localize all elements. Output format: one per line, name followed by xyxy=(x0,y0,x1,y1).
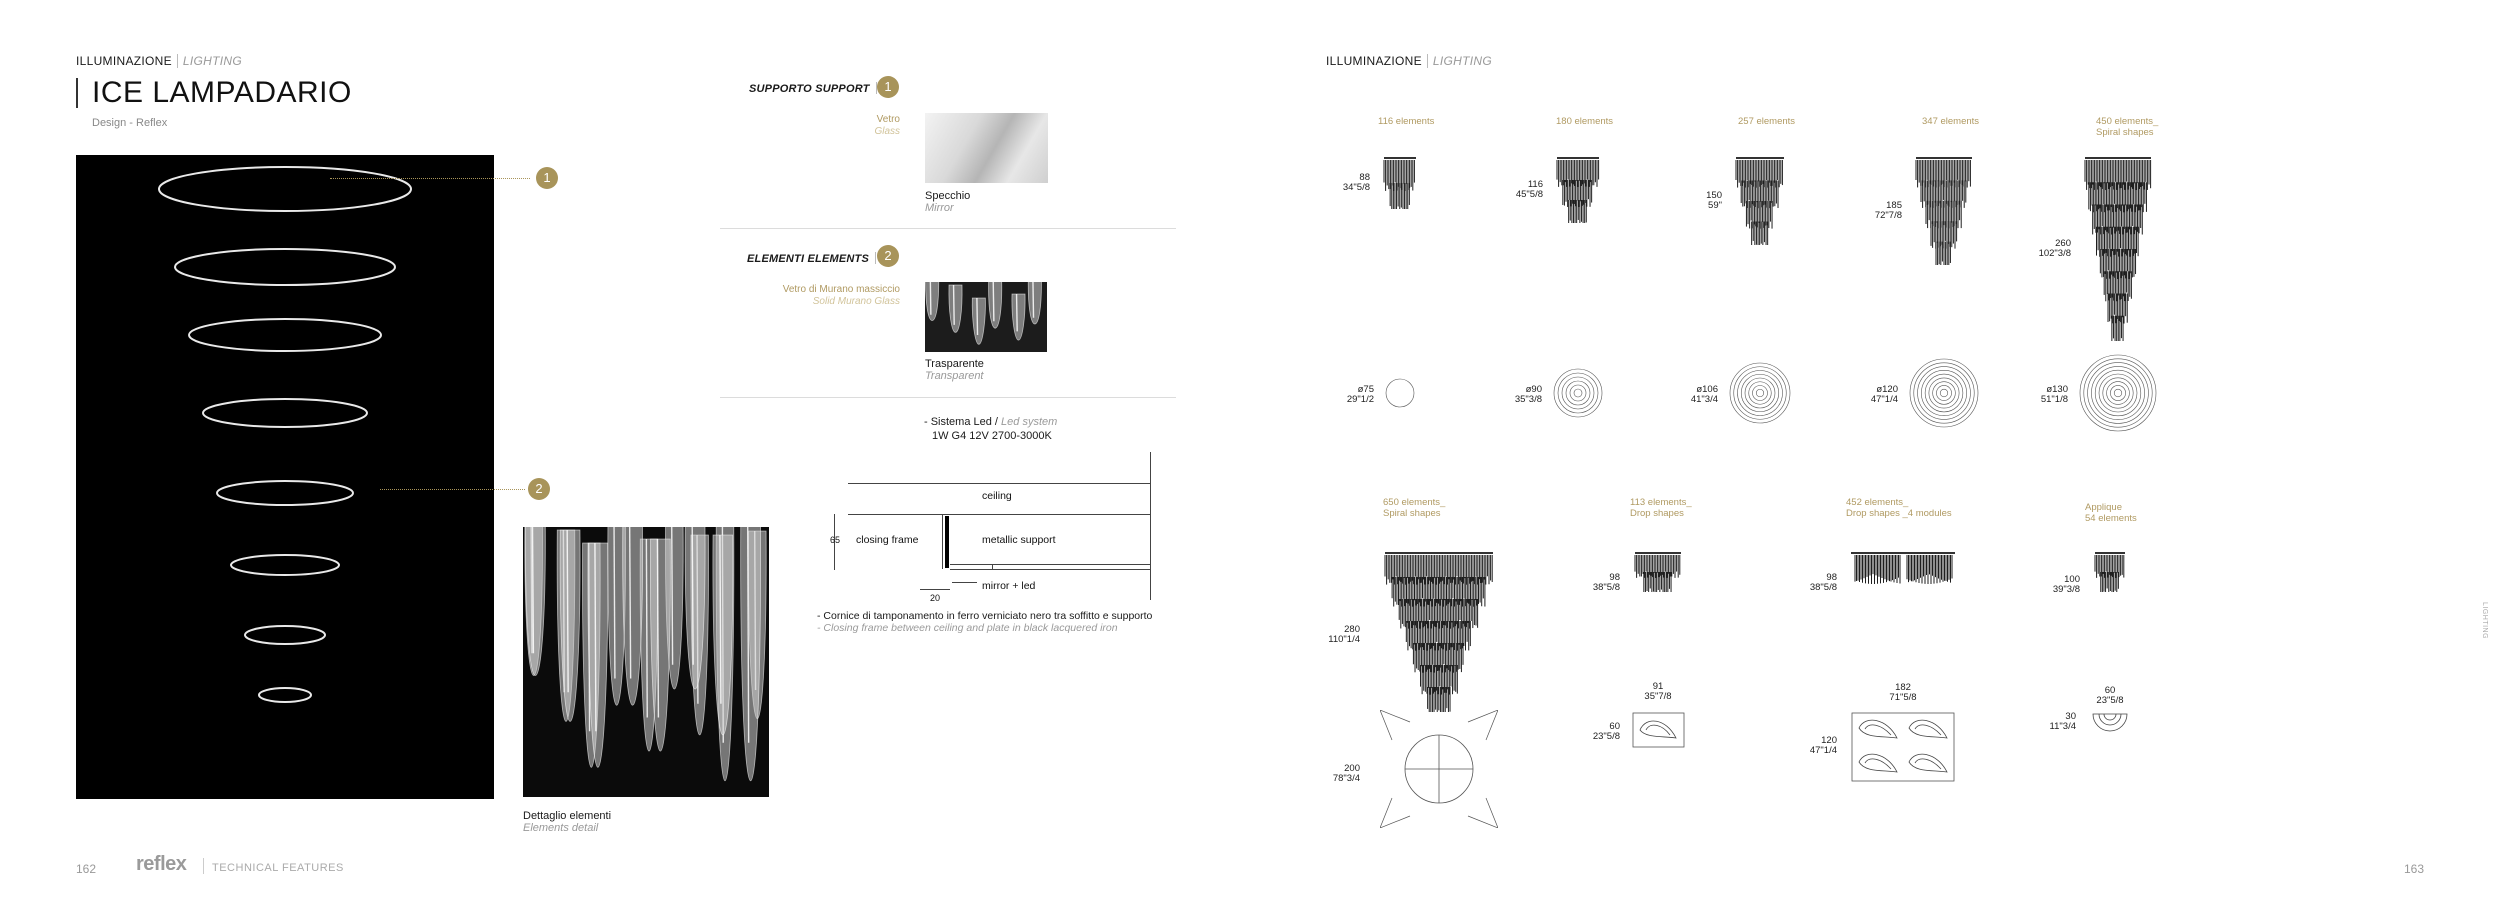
model-8-plan-cm: 120 xyxy=(1821,735,1837,746)
designer-credit: Design - Reflex xyxy=(92,117,168,129)
pendant-4-elevation xyxy=(1914,157,1974,265)
closing-frame-label: closing frame xyxy=(856,534,919,546)
glass-swatch xyxy=(925,282,1047,352)
model-9-label: Applique xyxy=(2085,502,2122,513)
model-9-height-in: 39"3/8 xyxy=(2052,584,2080,595)
model-3-label: 257 elements xyxy=(1738,116,1796,127)
model-6-sublabel: Spiral shapes xyxy=(1383,508,1441,519)
support-material-en: Glass xyxy=(874,126,900,137)
transparent-caption xyxy=(925,358,984,382)
elements-heading-it: ELEMENTI xyxy=(747,253,805,265)
ceiling-label: ceiling xyxy=(982,490,1012,502)
model-1-diameter-cm: ø75 xyxy=(1357,384,1374,395)
transparent-caption-en: Transparent xyxy=(925,370,984,382)
support-heading-it: SUPPORTO xyxy=(749,83,812,95)
model-9-width-cm: 60 xyxy=(2104,685,2116,696)
page-title: ICE LAMPADARIO xyxy=(92,76,352,109)
chandelier-illustration xyxy=(76,155,494,799)
model-3-diameter-cm: ø106 xyxy=(1696,384,1718,395)
elements-material-label xyxy=(720,284,900,308)
divider-2 xyxy=(720,397,1176,398)
model-7-plan-cm: 60 xyxy=(1609,721,1620,732)
model-9-plan-in: 11"3/4 xyxy=(2049,721,2076,732)
badge-elements: 2 xyxy=(528,478,550,500)
model-2-diameter-cm: ø90 xyxy=(1525,384,1542,395)
pendant-1-elevation xyxy=(1382,157,1418,209)
pendant-3-plan xyxy=(1729,362,1791,424)
model-5-diameter-cm: ø130 xyxy=(2046,384,2068,395)
applique-elevation xyxy=(2093,552,2127,592)
elements-badge: 2 xyxy=(877,245,899,267)
model-9-height-cm: 100 xyxy=(2064,574,2080,585)
section-en: LIGHTING xyxy=(182,54,242,68)
model-7-height-cm: 98 xyxy=(1609,572,1620,583)
title-bar xyxy=(76,78,78,108)
support-material-label xyxy=(760,114,900,138)
mirror-caption-it: Specchio xyxy=(925,190,971,202)
model-1-diameter-in: 29"1/2 xyxy=(1346,394,1374,405)
applique-plan xyxy=(2091,712,2129,732)
model-6-plan-in: 78"3/4 xyxy=(1332,773,1360,784)
model-7-width-cm: 91 xyxy=(1652,681,1664,692)
right-section-en: LIGHTING xyxy=(1432,54,1492,68)
model-1-label: 116 elements xyxy=(1378,116,1435,127)
elements-material-it: Vetro di Murano massiccio xyxy=(782,284,900,295)
model-5-height-in: 102"3/8 xyxy=(2038,248,2071,259)
model-8-width-cm: 182 xyxy=(1895,682,1911,693)
note-en: - Closing frame between ceiling and plate in black lacquered iron xyxy=(817,622,1118,634)
pendant-5-elevation xyxy=(2083,157,2153,341)
detail-caption-en: Elements detail xyxy=(523,822,599,834)
model-8-height-cm: 98 xyxy=(1826,572,1837,583)
pendant-8-plan xyxy=(1851,712,1955,782)
leader-line-2 xyxy=(380,489,525,490)
model-2-height-in: 45"5/8 xyxy=(1515,189,1543,200)
model-6-label: 650 elements_ xyxy=(1383,497,1446,508)
model-7-sublabel: Drop shapes xyxy=(1630,508,1684,519)
model-1-height-cm: 88 xyxy=(1359,172,1370,183)
model-9-width-in: 23"5/8 xyxy=(2096,695,2124,706)
metallic-support-label: metallic support xyxy=(982,534,1056,546)
chandelier-photo xyxy=(76,155,494,799)
pendant-2-plan xyxy=(1553,368,1603,418)
led-line1-it: - Sistema Led xyxy=(924,416,992,428)
elements-detail-photo xyxy=(523,527,769,797)
pendant-3-elevation xyxy=(1734,157,1786,245)
detail-caption xyxy=(523,810,611,834)
pendant-8-elevation xyxy=(1851,552,1955,592)
mirror-caption xyxy=(925,190,970,214)
model-8-height-in: 38"5/8 xyxy=(1809,582,1837,593)
model-1-height-in: 34"5/8 xyxy=(1342,182,1370,193)
technical-features-label: TECHNICAL FEATURES xyxy=(212,862,344,874)
model-8-plan-in: 47"1/4 xyxy=(1809,745,1837,756)
support-badge: 1 xyxy=(877,76,899,98)
model-4-height-in: 72"7/8 xyxy=(1874,210,1902,221)
model-7-width-in: 35"7/8 xyxy=(1644,691,1672,702)
brand-logo: reflex xyxy=(136,853,187,875)
model-2-diameter-in: 35"3/8 xyxy=(1514,394,1542,405)
note-it: - Cornice di tamponamento in ferro verniciato nero tra soffitto e supporto xyxy=(817,610,1153,622)
model-7-label: 113 elements_ xyxy=(1630,497,1692,508)
model-5-diameter-in: 51"1/8 xyxy=(2040,394,2068,405)
leader-line-1 xyxy=(330,178,530,179)
mirror-swatch xyxy=(925,113,1048,183)
model-8-label: 452 elements_ xyxy=(1846,497,1909,508)
pendant-5-plan xyxy=(2079,354,2157,432)
pendant-2-elevation xyxy=(1555,157,1601,223)
mounting-diagram xyxy=(820,452,1160,602)
support-material-it: Vetro xyxy=(876,114,900,125)
model-4-diameter-in: 47"1/4 xyxy=(1870,394,1898,405)
side-tab: LIGHTING xyxy=(2481,602,2488,640)
right-section-it: ILLUMINAZIONE xyxy=(1326,54,1422,68)
dim-65: 65 xyxy=(830,535,841,545)
model-6-height-cm: 280 xyxy=(1344,624,1360,635)
section-it: ILLUMINAZIONE xyxy=(76,54,172,68)
model-7-plan-in: 23"5/8 xyxy=(1592,731,1620,742)
pendant-6-plan xyxy=(1380,710,1498,828)
detail-caption-it: Dettaglio elementi xyxy=(523,810,612,822)
mirror-caption-en: Mirror xyxy=(925,202,954,214)
model-8-sublabel: Drop shapes _4 modules xyxy=(1846,508,1952,519)
badge-support: 1 xyxy=(536,167,558,189)
model-5-label: 450 elements_ xyxy=(2096,116,2159,127)
right-section-heading xyxy=(1326,54,1492,68)
model-3-height-in: 59" xyxy=(1708,200,1722,211)
model-8-width-in: 71"5/8 xyxy=(1889,692,1917,703)
model-4-diameter-cm: ø120 xyxy=(1876,384,1898,395)
model-9-plan-cm: 30 xyxy=(2065,711,2076,722)
closing-frame-note xyxy=(817,610,1152,634)
transparent-caption-it: Trasparente xyxy=(925,358,984,370)
model-2-label: 180 elements xyxy=(1556,116,1614,127)
elements-material-en: Solid Murano Glass xyxy=(812,296,900,307)
model-4-height-cm: 185 xyxy=(1886,200,1902,211)
support-heading-en: SUPPORT xyxy=(815,83,870,95)
pendant-7-elevation xyxy=(1633,552,1683,592)
model-9-sublabel: 54 elements xyxy=(2085,513,2137,524)
model-6-height-in: 110"1/4 xyxy=(1328,634,1360,645)
pendant-6-elevation xyxy=(1383,552,1495,712)
dim-20: 20 xyxy=(930,593,941,603)
led-line1-en: Led system xyxy=(1001,416,1058,428)
pendant-4-plan xyxy=(1909,358,1979,428)
elements-heading xyxy=(747,252,882,265)
model-3-height-cm: 150 xyxy=(1706,190,1722,201)
support-heading xyxy=(749,82,883,95)
led-spec: 1W G4 12V 2700-3000K xyxy=(932,430,1052,442)
page-number-left: 162 xyxy=(76,862,97,876)
elements-heading-en: ELEMENTS xyxy=(807,253,869,265)
model-2-height-cm: 116 xyxy=(1527,179,1543,190)
model-3-diameter-in: 41"3/4 xyxy=(1690,394,1718,405)
model-5-height-cm: 260 xyxy=(2055,238,2071,249)
model-4-label: 347 elements xyxy=(1922,116,1980,127)
pendant-1-plan xyxy=(1385,378,1415,408)
mirror-led-label: mirror + led xyxy=(982,580,1036,592)
divider-1 xyxy=(720,228,1176,229)
led-system: - Sistema Led / Led system 1W G4 12V 2700-3000K xyxy=(924,416,1058,442)
left-section-heading xyxy=(76,54,242,68)
model-7-height-in: 38"5/8 xyxy=(1592,582,1620,593)
model-6-plan-cm: 200 xyxy=(1344,763,1360,774)
model-5-sublabel: Spiral shapes xyxy=(2096,127,2154,138)
pendant-7-plan xyxy=(1632,712,1685,748)
page-number-right: 163 xyxy=(2404,862,2425,876)
